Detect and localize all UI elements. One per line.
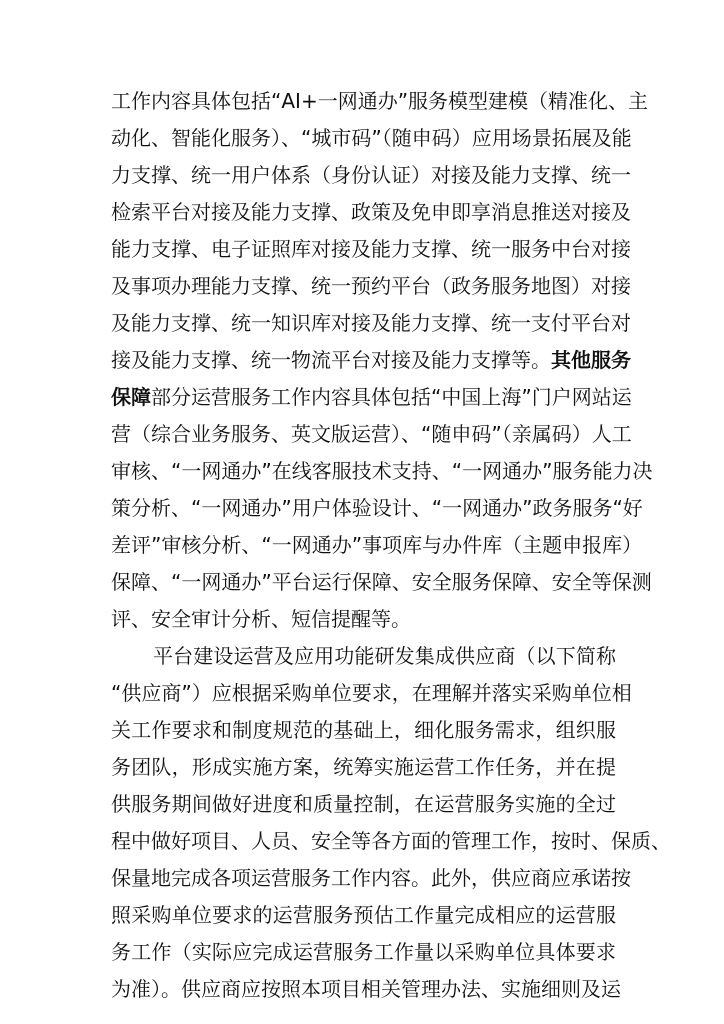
text-line: 务团队，形成实施方案，统筹实施运营工作任务，并在提 — [111, 755, 616, 779]
text-line: 关工作要求和制度规范的基础上，细化服务需求，组织服 — [111, 718, 616, 742]
text-line: 审核、“一网通办”在线客服技术支持、“一网通办”服务能力决 — [111, 459, 653, 483]
text-line: 差评”审核分析、“一网通办”事项库与办件库（主题申报库） — [111, 533, 643, 557]
text-line: 供服务期间做好进度和质量控制，在运营服务实施的全过 — [111, 792, 616, 816]
text-line: 检索平台对接及能力支撑、政策及免申即享消息推送对接及 — [111, 200, 631, 224]
text-line: 动化、智能化服务）、“城市码”（随申码）应用场景拓展及能 — [111, 126, 632, 150]
text-segment: 部分运营服务工作内容具体包括“中国上海”门户网站运 — [151, 385, 632, 409]
text-line: 为准）。供应商应按照本项目相关管理办法、实施细则及运 — [111, 977, 621, 1001]
text-line: 能力支撑、电子证照库对接及能力支撑、统一服务中台对接 — [111, 237, 631, 261]
text-line: 营（综合业务服务、英文版运营）、“随申码”（亲属码）人工 — [111, 422, 632, 446]
text-segment: 接及能力支撑、统一物流平台对接及能力支撑等。 — [111, 348, 551, 372]
bold-heading: 保障 — [111, 385, 151, 409]
text-line: 评、安全审计分析、短信提醒等。 — [111, 607, 411, 631]
bold-heading: 其他服务 — [551, 348, 631, 372]
text-line — [111, 377, 632, 417]
text-line: 策分析、“一网通办”用户体验设计、“一网通办”政务服务“好 — [111, 496, 643, 520]
text-line: 工作内容具体包括“AI+一网通办”服务模型建模（精准化、主 — [111, 89, 649, 113]
text-line: 及能力支撑、统一知识库对接及能力支撑、统一支付平台对 — [111, 311, 631, 335]
text-line: 及事项办理能力支撑、统一预约平台（政务服务地图）对接 — [111, 274, 631, 298]
text-line: 平台建设运营及应用功能研发集成供应商（以下简称 — [153, 644, 616, 668]
text-line: “供应商”）应根据采购单位要求，在理解并落实采购单位相 — [111, 681, 632, 705]
text-line: 保量地完成各项运营服务工作内容。此外，供应商应承诺按 — [111, 866, 631, 890]
text-line: 力支撑、统一用户体系（身份认证）对接及能力支撑、统一 — [111, 163, 631, 187]
text-line: 程中做好项目、人员、安全等各方面的管理工作，按时、保质、 — [111, 829, 671, 853]
text-line: 照采购单位要求的运营服务预估工作量完成相应的运营服 — [111, 903, 616, 927]
text-line — [111, 340, 631, 380]
text-line: 保障、“一网通办”平台运行保障、安全服务保障、安全等保测 — [111, 570, 652, 594]
text-line: 务工作（实际应完成运营服务工作量以采购单位具体要求 — [111, 940, 616, 964]
